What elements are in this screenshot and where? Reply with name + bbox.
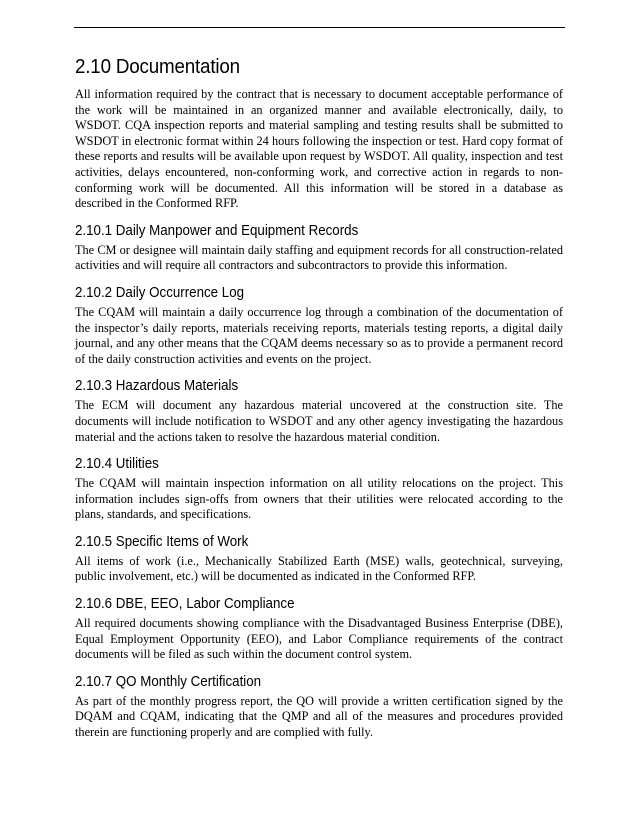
subsection-heading: 2.10.4 Utilities	[75, 456, 159, 473]
subsection-specific-items	[75, 533, 563, 585]
page-content	[75, 55, 563, 751]
subsection-paragraph: All required documents showing compliance with the Disadvantaged Business Enterprise (DBE), Equal Employment Opportunity (EEO), and Labor Compliance requirements of the contract documents will be filed as such within the document control system.	[75, 616, 563, 662]
subsection-daily-manpower	[75, 222, 563, 274]
subsection-qo-certification	[75, 673, 563, 741]
subsection-paragraph: The ECM will document any hazardous material uncovered at the construction site. The documents will include notification to WSDOT and any other agency investigating the hazardous material and the actions taken to resolve the hazardous material condition.	[75, 398, 563, 444]
subsection-hazardous-materials	[75, 377, 563, 445]
subsection-paragraph: All items of work (i.e., Mechanically Stabilized Earth (MSE) walls, geotechnical, surveying, public involvement, etc.) will be documented as indicated in the Conformed RFP.	[75, 553, 563, 584]
subsection-daily-occurrence-log	[75, 284, 563, 367]
subsection-paragraph: The CQAM will maintain inspection information on all utility relocations on the project. This information includes sign-offs from owners that their utilities were relocated according to the plans, standards, and specifications.	[75, 476, 563, 522]
subsection-heading: 2.10.7 QO Monthly Certification	[75, 673, 262, 690]
subsection-heading: 2.10.3 Hazardous Materials	[75, 378, 239, 395]
section-heading: 2.10 Documentation	[75, 56, 240, 78]
subsection-paragraph: The CQAM will maintain a daily occurrence log through a combination of the documentation of the inspector’s daily reports, materials receiving reports, materials testing reports, a digital daily journal, and any other means that the CQAM deems necessary so as to provide a permanent record of the daily construction activities and events on the project.	[75, 304, 563, 366]
subsection-paragraph: As part of the monthly progress report, the QO will provide a written certification signed by the DQAM and CQAM, indicating that the QMP and all of the measures and procedures provided therein are functioning properly and are complied with fully.	[75, 693, 563, 740]
subsection-heading: 2.10.1 Daily Manpower and Equipment Records	[75, 222, 359, 239]
header-rule	[74, 27, 565, 28]
subsection-heading: 2.10.5 Specific Items of Work	[75, 533, 249, 550]
subsection-utilities	[75, 455, 563, 523]
section-intro-paragraph: All information required by the contract that is necessary to document acceptable performance of the work will be maintained in an organized manner and available electronically, daily, to WSDOT. CQA inspection reports and material sampling and testing results shall be submitted to WSDOT in electronic format within 24 hours following the inspection or test. Hard copy format of these reports and results will be available upon request by WSDOT. All quality, inspection and test activities, delays encountered, non-conforming work, and corrective action in regards to non-conforming work will be documented. All this information will be stored in a database as described in the Conformed RFP.	[75, 87, 563, 211]
subsection-heading: 2.10.6 DBE, EEO, Labor Compliance	[75, 596, 295, 613]
subsection-dbe-eeo-labor	[75, 595, 563, 663]
subsection-paragraph: The CM or designee will maintain daily staffing and equipment records for all construction-related activities and will require all contractors and subcontractors to provide this information.	[75, 242, 563, 273]
subsection-heading: 2.10.2 Daily Occurrence Log	[75, 284, 245, 301]
